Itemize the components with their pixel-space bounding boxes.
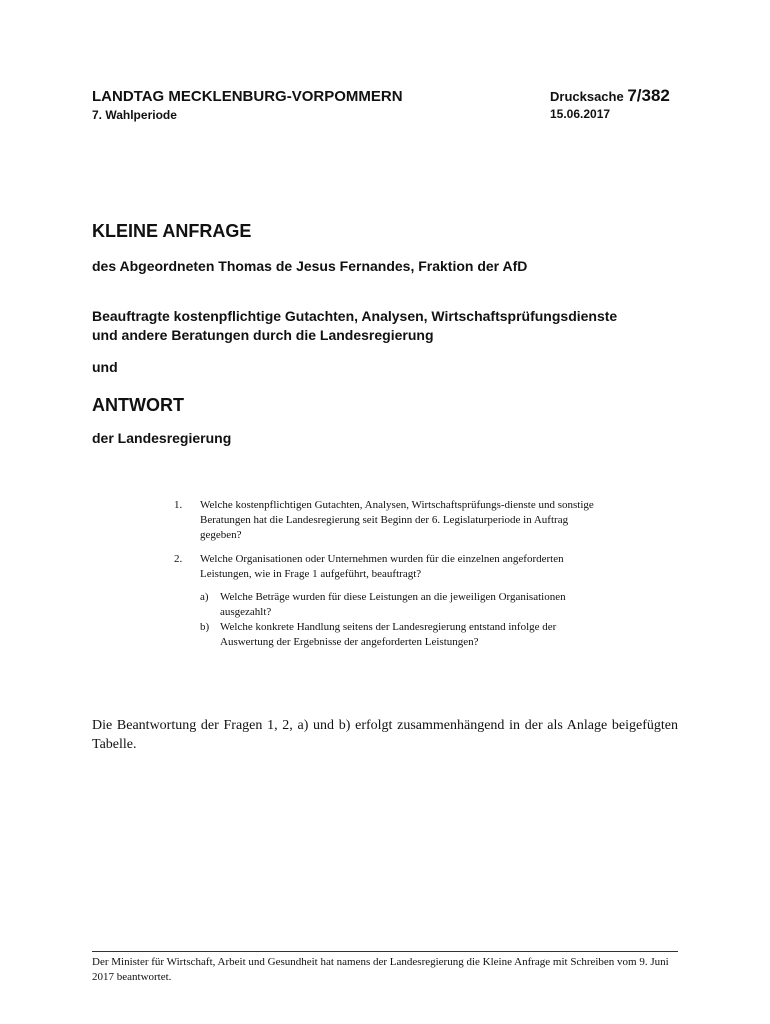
header-left: [92, 88, 403, 123]
answer-paragraph: Die Beantwortung der Fragen 1, 2, a) und b) erfolgt zusammenhängend in der als Anlage beigefügten Tabelle.: [92, 718, 678, 752]
subject-line-2: und andere Beratungen durch die Landesregierung: [92, 327, 434, 343]
question-item: [174, 498, 594, 543]
subquestion-label: b): [200, 621, 210, 633]
subquestion-item: [200, 590, 594, 620]
question-list: [174, 498, 594, 650]
answer-title: ANTWORT: [92, 395, 184, 415]
subject-heading: [92, 307, 692, 345]
subquestion-text: Welche konkrete Handlung seitens der Landesregierung entstand infolge der Auswertung der Ergebnisse der angeforderten Leistungen?: [220, 621, 557, 648]
question-text: Welche kostenpflichtigen Gutachten, Analysen, Wirtschaftsprüfungs-dienste und sonstige Beratungen hat die Landesregierung seit Beginn der 6. Legislaturperiode in Auftrag gegeben?: [200, 499, 594, 541]
question-number: 1.: [174, 499, 183, 511]
subquestion-label: a): [200, 591, 209, 603]
drucksache-label: Drucksache: [550, 89, 624, 104]
drucksache-number: 7/382: [627, 86, 670, 105]
header-right: [550, 86, 670, 122]
subquestion-text: Welche Beträge wurden für diese Leistungen an die jeweiligen Organisationen ausgezahlt?: [220, 591, 566, 618]
footer-note: Der Minister für Wirtschaft, Arbeit und Gesundheit hat namens der Landesregierung die Kleine Anfrage mit Schreiben vom 9. Juni 2017 beantwortet.: [92, 956, 669, 983]
subquestion-item: [200, 620, 594, 650]
author-line: des Abgeordneten Thomas de Jesus Fernandes, Fraktion der AfD: [92, 258, 528, 274]
footer-divider: [92, 951, 678, 952]
connector-word: und: [92, 359, 118, 375]
institution-name: LANDTAG MECKLENBURG-VORPOMMERN: [92, 88, 403, 105]
question-text: Welche Organisationen oder Unternehmen wurden für die einzelnen angeforderten Leistungen, wie in Frage 1 aufgeführt, beauftragt?: [200, 553, 564, 580]
document-type-title: KLEINE ANFRAGE: [92, 221, 252, 241]
question-item: [174, 552, 594, 582]
drucksache-line: [550, 86, 670, 107]
document-date: 15.06.2017: [550, 107, 611, 121]
legislative-period: 7. Wahlperiode: [92, 108, 177, 122]
subject-line-1: Beauftragte kostenpflichtige Gutachten, Analysen, Wirtschaftsprüfungsdienste: [92, 308, 618, 324]
question-number: 2.: [174, 553, 183, 565]
answer-by: der Landesregierung: [92, 430, 232, 446]
